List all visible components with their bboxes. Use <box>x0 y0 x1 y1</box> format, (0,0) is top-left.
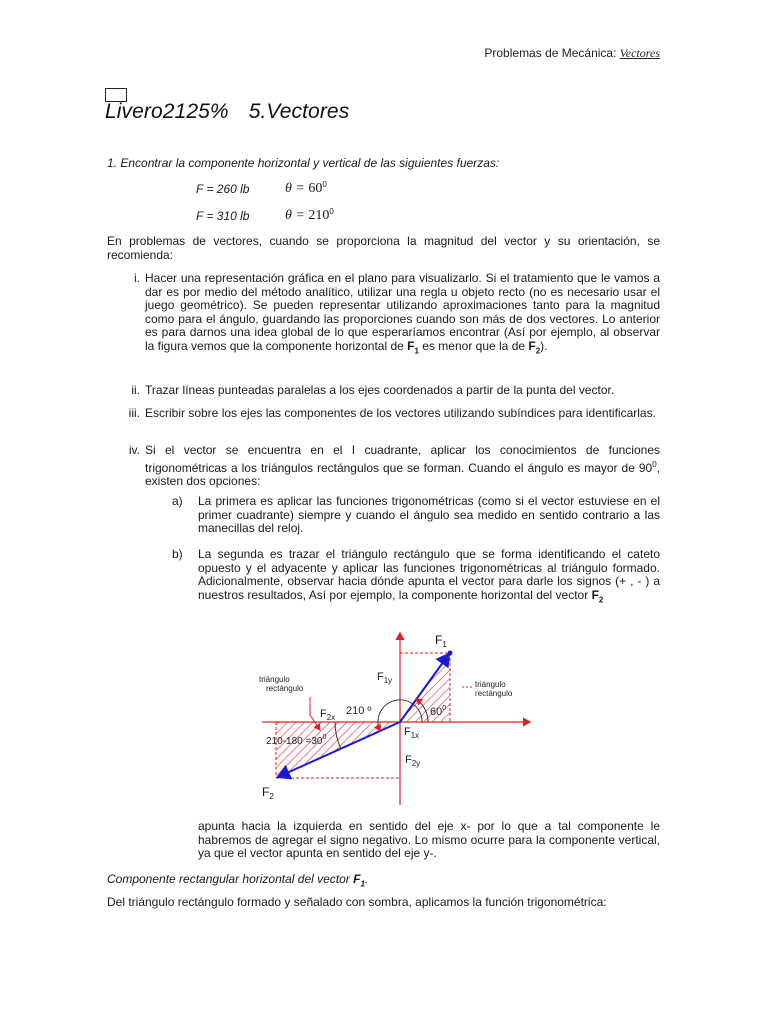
force-1-magnitude: F = 260 lb <box>196 182 250 196</box>
option-text: La primera es aplicar las funciones trigonométricas (como si el vector estuviese en el primer cuadrante) siempre y cuando el ángulo sea medido en sentido contrario a las manecillas del reloj. <box>198 494 660 535</box>
vector-f1-tip <box>448 651 453 656</box>
intro-paragraph: En problemas de vectores, cuando se proporciona la magnitud del vector y su orientación, se recomienda: <box>107 234 660 262</box>
option-number: a) <box>172 494 183 508</box>
step-number: iii. <box>128 406 140 420</box>
header-topic: Vectores <box>619 46 660 60</box>
chapter-title <box>105 100 349 124</box>
step-text: Trazar líneas punteadas paralelas a los ejes coordenados a partir de la punta del vector. <box>145 383 615 397</box>
option-text: La segunda es trazar el triángulo rectángulo que se forma identificando el cateto opuesto y el adyacente y aplicar las funciones trigonométricas al triángulo formado. Adicionalmente, observar hacia dónde apunta el vector para darle los signos (+ , - ) a nuestros resultados, Así por ejemplo, la componente horizontal del vector $F_2$ <box>198 547 660 604</box>
label-f2y: $F_{2y}$ <box>405 754 421 768</box>
running-header <box>484 46 660 61</box>
label-left-triangle-1: triángulo <box>259 675 290 684</box>
label-left-triangle-2: rectángulo <box>266 684 304 693</box>
angle-2-degree: 0 <box>329 207 334 216</box>
label-f2x: $F_{2x}$ <box>320 708 336 722</box>
step-number: i. <box>134 271 140 285</box>
title-code: Livero2125% <box>105 100 229 123</box>
given-force-2 <box>196 209 249 223</box>
problem-statement: 1. Encontrar la componente horizontal y vertical de las siguientes fuerzas: <box>107 156 500 170</box>
step-text: Hacer una representación gráfica en el plano para visualizarlo. Si el tratamiento que le vamos a dar es por medio del método analítico, utilizar una regla u objeto recto (no es necesario usar el juego geométrico). Se pueden representar utilizando aproximaciones tanto para la magnitud como para el ángulo, guardando las proporciones cuando son más de dos vectores. Lo anterior es para darnos una idea global de lo que esperaríamos encontrar (Así por ejemplo, al observar la figura vemos que la componente horizontal de $F_1$ es menor que la de $F_2$). <box>145 271 660 355</box>
header-prefix: Problemas de Mecánica: <box>484 46 620 60</box>
label-angle-60: $60^0$ <box>430 705 447 718</box>
final-paragraph: Del triángulo rectángulo formado y señalado con sombra, aplicamos la función trigonométrica: <box>107 895 607 909</box>
label-expr-30: $210-180 =30^0$ <box>266 734 327 747</box>
section-heading: Componente rectangular horizontal del vector $F_1$. <box>107 872 369 889</box>
angle-2-value: 210 <box>308 208 330 223</box>
angle-1-degree: 0 <box>322 180 327 189</box>
label-f1y: $F_{1y}$ <box>377 671 393 685</box>
step-number: ii. <box>131 383 140 397</box>
given-angle-1 <box>285 180 327 197</box>
label-f1x: $F_{1x}$ <box>404 726 420 740</box>
label-right-triangle-1: triángulo <box>475 680 506 689</box>
label-right-triangle-2: rectángulo <box>475 689 513 698</box>
angle-1-value: 60 <box>308 181 323 196</box>
step-text: Escribir sobre los ejes las componentes de los vectores utilizando subíndices para identificarlas. <box>145 406 656 420</box>
vector-diagram <box>240 625 540 810</box>
after-figure-paragraph: apunta hacia la izquierda en sentido del eje x- por lo que a tal componente le habremos de agregar el signo negativo. Lo mismo ocurre para la componente vertical, ya que el vector apunta en sentido del eje y-. <box>198 819 660 860</box>
angle-2-label: θ = <box>285 208 309 223</box>
label-f2: $F_2$ <box>262 785 274 801</box>
label-f1: $F_1$ <box>435 633 447 649</box>
title-chapter: 5.Vectores <box>248 100 350 123</box>
force-2-magnitude: F = 310 lb <box>196 209 250 223</box>
step-text: Si el vector se encuentra en el I cuadrante, aplicar los conocimientos de funciones trigonométricas a los triángulos rectángulos que se forman. Cuando el ángulo es mayor de $90^0$, existen dos opciones: <box>145 443 660 488</box>
given-force-1 <box>196 182 249 196</box>
step-number: iv. <box>128 443 140 457</box>
given-angle-2 <box>285 207 334 224</box>
angle-1-label: θ = <box>285 181 309 196</box>
label-angle-210: 210 º <box>346 705 372 717</box>
option-number: b) <box>172 547 183 561</box>
